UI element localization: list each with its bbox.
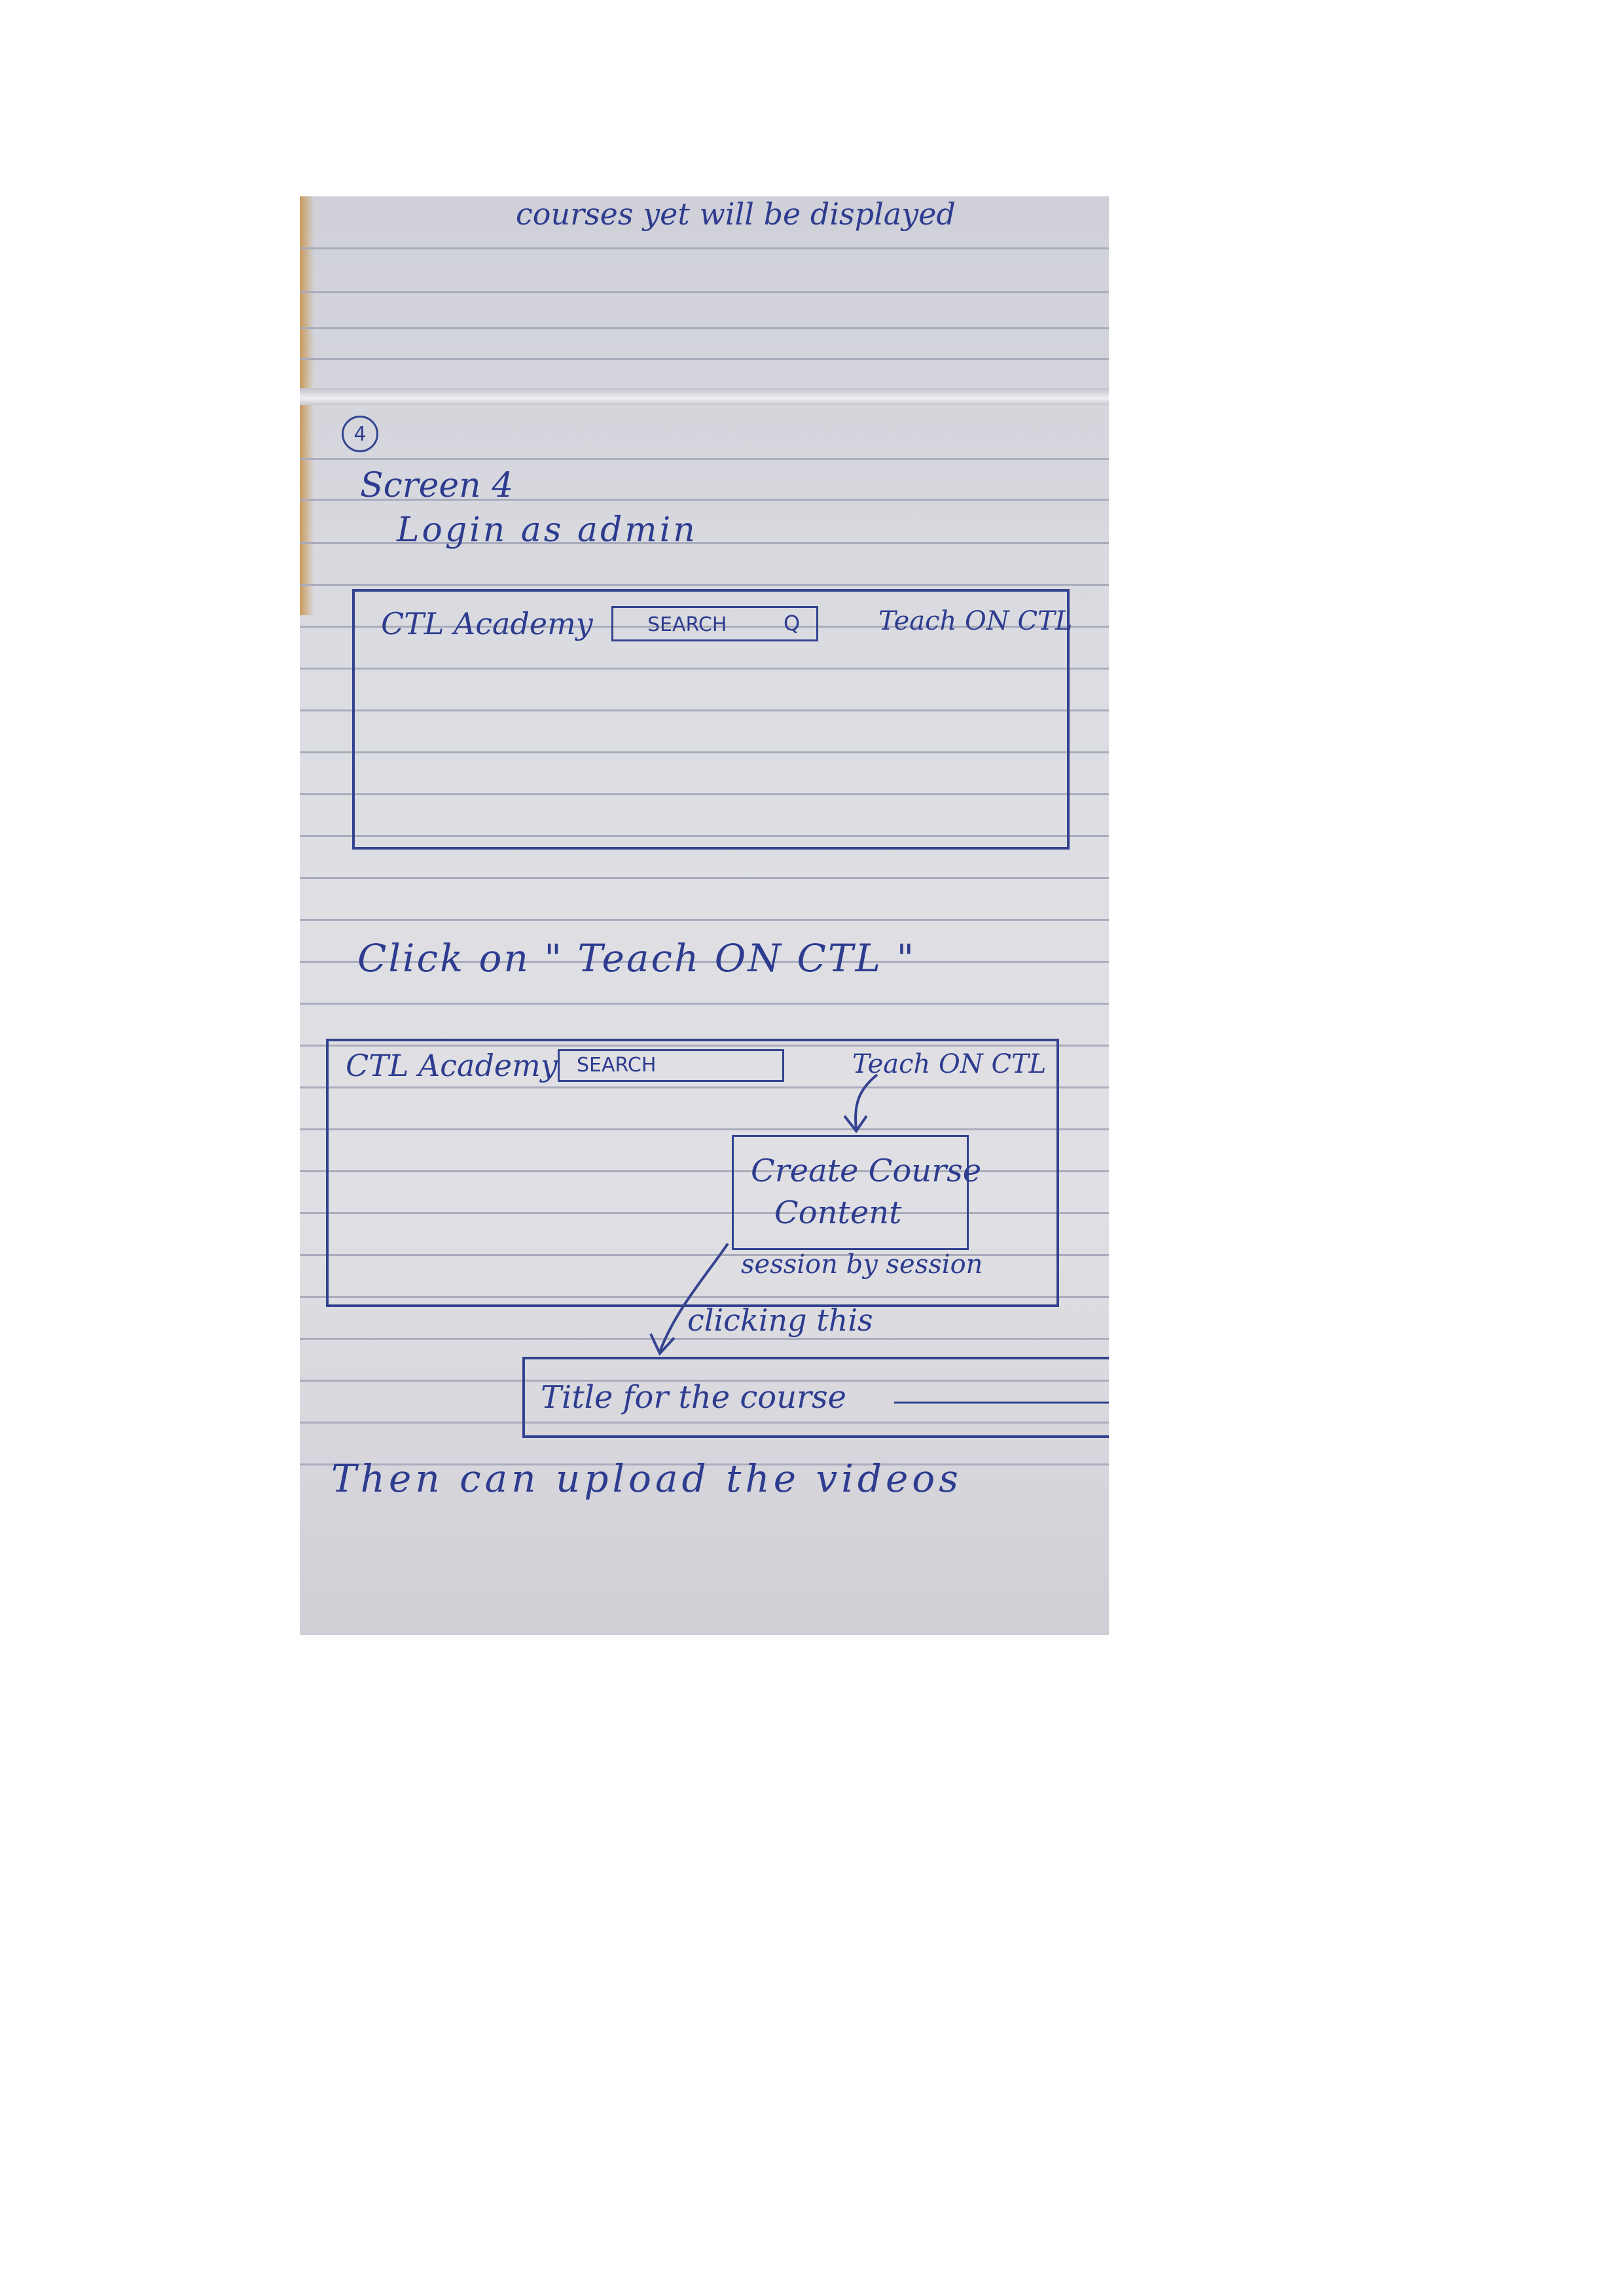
screen-title: Screen 4 [360,466,514,505]
final-note: Then can upload the videos [331,1456,962,1501]
clicking-note: clicking this [687,1302,873,1338]
mockup-2-brand: CTL Academy [346,1048,558,1083]
instruction-text: Click on " Teach ON CTL " [357,936,916,980]
section-number-badge: 4 [342,416,378,452]
mockup-1-teach-link[interactable]: Teach ON CTL [878,606,1073,636]
session-note: session by session [741,1249,983,1280]
top-note-text: courses yet will be displayed [516,196,956,232]
mockup-1-brand: CTL Academy [381,606,593,641]
screen-subtitle: Login as admin [397,511,698,550]
hand-drawn-arrows [300,196,1109,1635]
mockup-2-search-label: SEARCH [577,1054,657,1077]
create-course-line1: Create Course [751,1153,982,1189]
search-icon[interactable]: Q [784,611,801,636]
course-title-label: Title for the course [541,1379,847,1416]
mockup-2-teach-link[interactable]: Teach ON CTL [852,1049,1047,1079]
mockup-1-search-label: SEARCH [647,613,727,636]
click-arrow-line [660,1244,728,1352]
notebook-page [300,196,1109,1635]
create-course-line2: Content [774,1194,902,1231]
teach-arrow-line [856,1075,877,1129]
